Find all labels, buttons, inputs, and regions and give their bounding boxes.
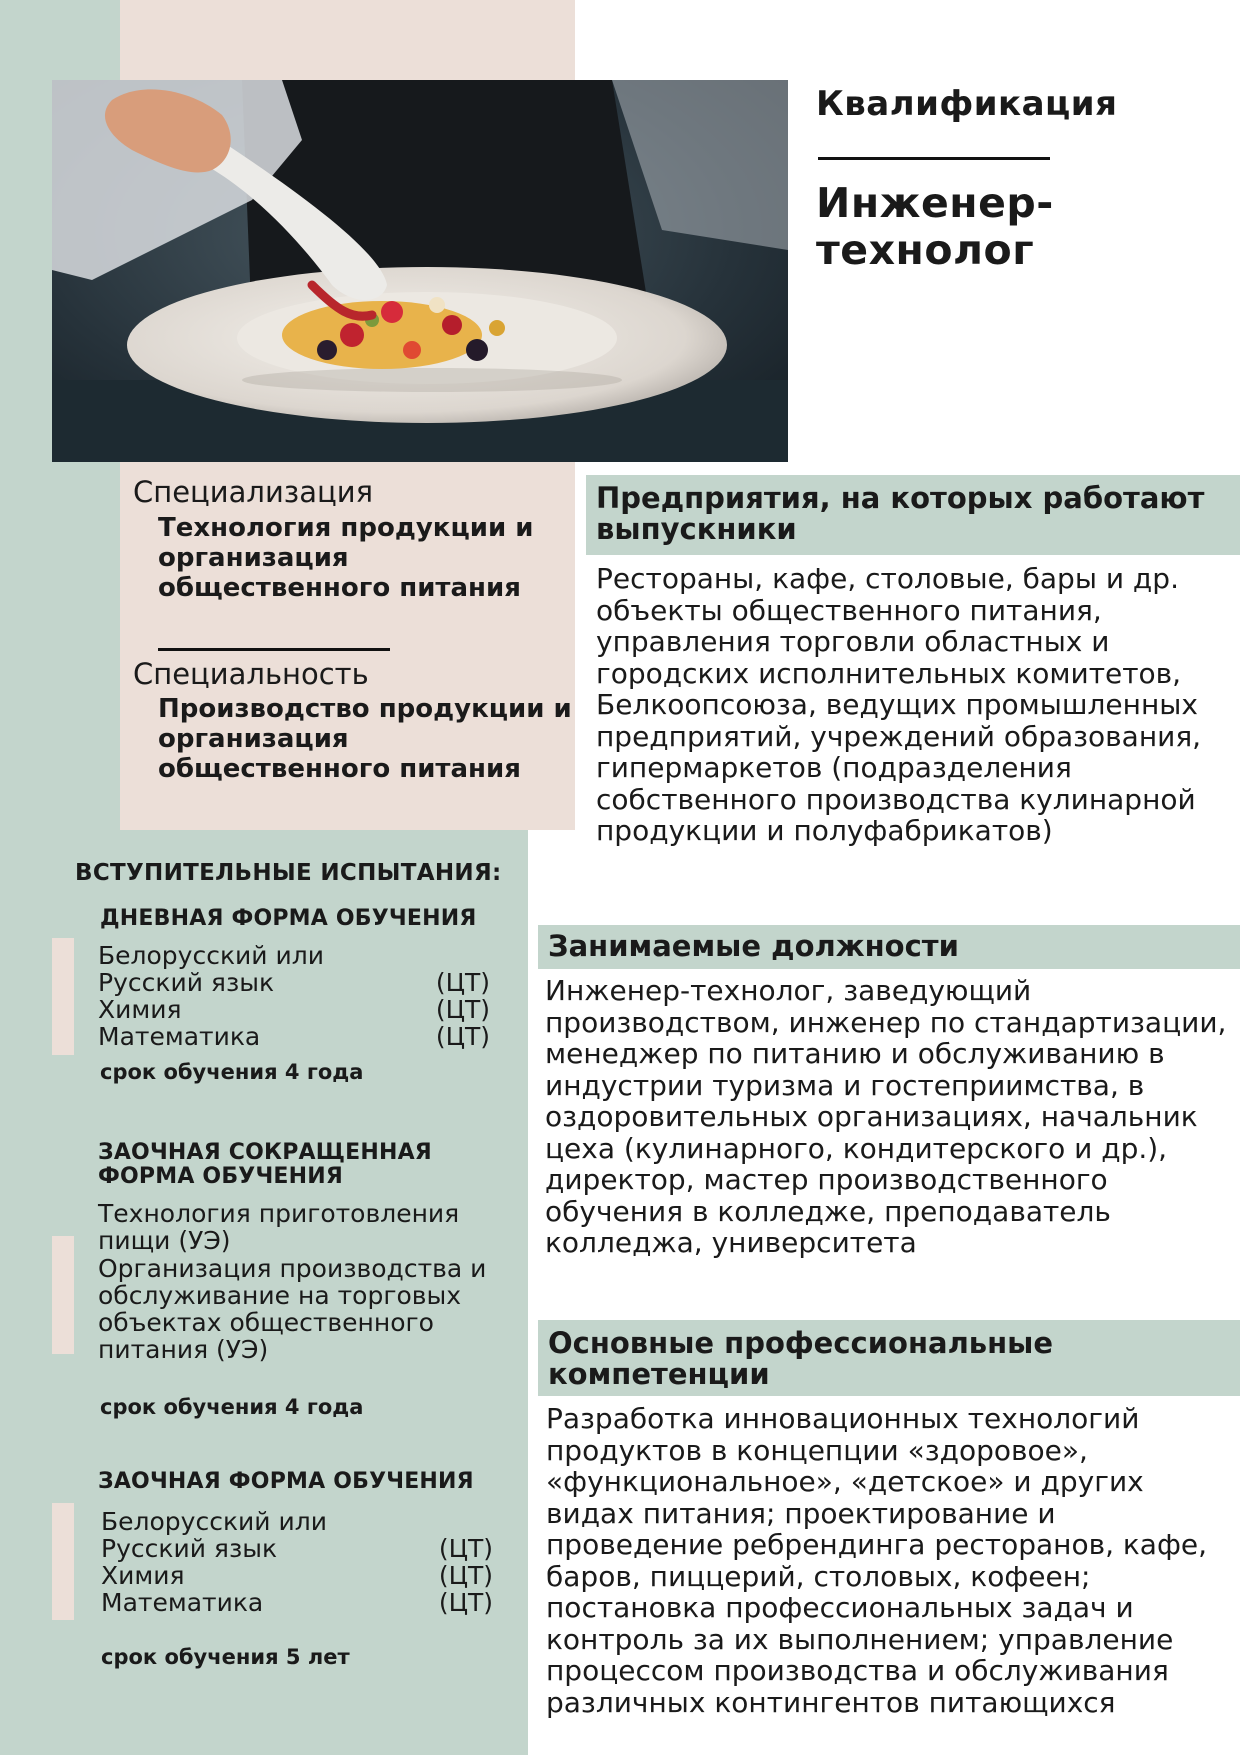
subject-test-type: (ЦТ) <box>438 1534 493 1563</box>
subject-test-type: (ЦТ) <box>435 1022 490 1051</box>
positions-text: Инженер-технолог, заведующий производством, инженер по стандартизации, менеджер по питанию и обслуживанию в индустрии туризма и гостеприимства, в оздоровительных организациях, начальник цеха (кулинарного, кондитерского и др.), директор, мастер производственного обучения в колледже, преподаватель колледжа, университета <box>545 974 1227 1259</box>
speciality-label: Специальность <box>133 657 369 691</box>
subject-name: Математика <box>101 1588 264 1617</box>
subject-name: Организация производства и обслуживание на торговых объектах общественного питания (УЭ) <box>98 1253 487 1365</box>
speciality-value: Производство продукции и организация общественного питания <box>158 694 572 784</box>
subject-name: Математика <box>98 1022 261 1051</box>
specialization-value: Технология продукции и организация общественного питания <box>158 513 534 603</box>
daytime-duration: срок обучения 4 года <box>100 1060 364 1084</box>
subject-row <box>101 1535 493 1562</box>
enterprises-text: Рестораны, кафе, столовые, бары и др. объекты общественного питания, управления торговли областных и городских исполнительных комитетов, Белкоопсоюза, ведущих промышленных предприятий, учреждений образования, гипермаркетов (подразделения собственного производства кулинарной продукции и полуфабрикатов) <box>596 562 1202 847</box>
subject-name: Химия <box>98 995 182 1024</box>
shortened-accent-bar <box>52 1236 74 1354</box>
shortened-subjects <box>98 1200 518 1364</box>
positions-heading: Занимаемые должности <box>538 925 1240 969</box>
chef-plating-photo <box>52 80 788 462</box>
subject-row <box>101 1589 493 1616</box>
competencies-text: Разработка инновационных технологий продуктов в концепции «здоровое», «функциональное», «детское» и других видах питания; проектирование и проведение ребрендинга ресторанов, кафе, баров, пиццерий, столовых, кофеен; постановка профессиональных задач и контроль за их выполнением; управление процессом производства и обслуживания различных контингентов питающихся <box>546 1402 1208 1719</box>
qualification-divider <box>818 157 1050 160</box>
subject-row <box>101 1562 493 1589</box>
correspondence-form-title: ЗАОЧНАЯ ФОРМА ОБУЧЕНИЯ <box>98 1469 474 1494</box>
specialization-label: Специализация <box>133 475 374 509</box>
subject-test-type: (ЦТ) <box>435 968 490 997</box>
daytime-form-title: ДНЕВНАЯ ФОРМА ОБУЧЕНИЯ <box>100 906 477 931</box>
subject-name: Русский язык <box>101 1534 278 1563</box>
correspondence-subjects <box>101 1508 493 1616</box>
subject-row <box>98 996 490 1023</box>
subject-row <box>101 1508 493 1535</box>
subject-name: Технология приготовления пищи (УЭ) <box>98 1199 460 1256</box>
subject-name: Белорусский или <box>101 1507 327 1536</box>
subject-name: Русский язык <box>98 968 275 997</box>
qualification-label: Квалификация <box>816 84 1118 124</box>
subject-test-type: (ЦТ) <box>438 1561 493 1590</box>
subject-name: Химия <box>101 1561 185 1590</box>
subject-row <box>98 1023 490 1050</box>
correspondence-duration: срок обучения 5 лет <box>101 1645 350 1669</box>
entrance-exams-title: ВСТУПИТЕЛЬНЫЕ ИСПЫТАНИЯ: <box>75 860 502 886</box>
qualification-value: Инженер-технолог <box>816 179 1054 274</box>
subject-name: Белорусский или <box>98 941 324 970</box>
subject-test-type: (ЦТ) <box>435 995 490 1024</box>
competencies-heading: Основные профессиональные компетенции <box>538 1320 1240 1396</box>
shortened-duration: срок обучения 4 года <box>100 1395 364 1419</box>
subject-row <box>98 969 490 996</box>
daytime-accent-bar <box>52 938 74 1055</box>
enterprises-heading: Предприятия, на которых работают выпускники <box>586 475 1240 555</box>
daytime-subjects <box>98 942 490 1050</box>
correspondence-accent-bar <box>52 1503 74 1620</box>
subject-test-type: (ЦТ) <box>438 1588 493 1617</box>
specialization-divider <box>158 648 390 651</box>
shortened-form-title: ЗАОЧНАЯ СОКРАЩЕННАЯ ФОРМА ОБУЧЕНИЯ <box>98 1140 432 1189</box>
subject-row <box>98 942 490 969</box>
